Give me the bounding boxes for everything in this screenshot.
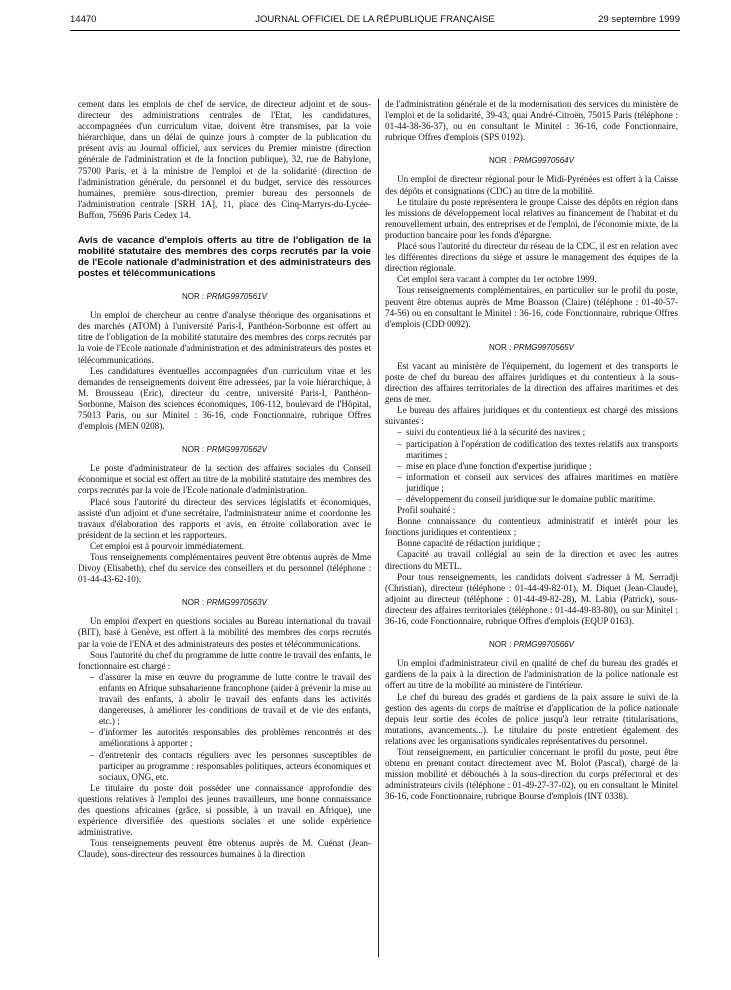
nor-reference: NOR : PRMG9970562V — [182, 445, 267, 455]
journal-title: JOURNAL OFFICIEL DE LA RÉPUBLIQUE FRANÇAISE — [255, 14, 495, 25]
page-number: 14470 — [70, 14, 97, 25]
paragraph: Le bureau des affaires juridiques et du contentieux est chargé des missions suivantes : — [385, 405, 678, 427]
paragraph: Tous renseignements complémentaires, en particulier sur le profil du poste, peuvent être obtenus auprès de Mme Boasson (Claire) (téléphone : 01-40-57-74-56) ou en consultant le Minitel : 36-16, code Fonctionnaire, rubrique Offres d'emplois (CDD 0092). — [385, 285, 678, 329]
paragraph: Tout renseignement, en particulier concernant le profil du poste, peut être obtenu en prenant contact directement avec M. Bolot (Pascal), chargé de la mission mobilité et débouchés à la sous-direction du corps préfectoral et des administrateurs civils (téléphone : 01-49-27-37-02), ou en consultant le Minitel 36-16, code Fonctionnaire, rubrique Bourse d'emplois (INT 0338). — [385, 746, 678, 802]
paragraph: Un emploi de directeur régional pour le Midi-Pyrénées est offert à la Caisse des dépôts et consignations (CDC) au titre de la mobilité. — [385, 174, 678, 196]
list-item: – suivi du contentieux lié à la sécurité des navires ; — [397, 427, 678, 438]
list-item: – participation à l'opération de codification des textes relatifs aux transports maritimes ; — [397, 439, 678, 461]
paragraph: Placé sous l'autorité du directeur des services législatifs et économiques, assisté d'un adjoint et d'une secrétaire, l'administrateur anime et coordonne les travaux d'élaboration des rapports et avis, en étroite collaboration avec le président de la section et les rapporteurs. — [78, 496, 371, 540]
column-separator — [378, 99, 379, 957]
paragraph: Cet emploi est à pourvoir immédiatement. — [90, 540, 245, 551]
paragraph: Capacité au travail collégial au sein de la direction et avec les autres directions du METL. — [385, 549, 678, 571]
paragraph: Le titulaire du poste doit posséder une connaissance approfondie des questions relatives à l'emploi des jeunes travailleurs, une bonne connaissance des questions africaines (grâce, si possible, à un travail en Afrique), une expérience diversifiée des questions sociales et une solide expérience administrative. — [78, 782, 371, 838]
avis-title: Avis de vacance d'emplois offerts au titre de l'obligation de la mobilité statutaire des membres des corps recrutés par la voie de l'Ecole nationale d'administration et des administrateurs des postes et télécommunications — [78, 235, 371, 280]
paragraph: Un emploi d'administrateur civil en qualité de chef du bureau des gradés et gardiens de la paix à la direction de l'administration de la police nationale est offert au titre de la mobilité au ministère de l'intérieur. — [385, 658, 678, 691]
header-rule — [70, 30, 680, 31]
paragraph: Un emploi d'expert en questions sociales au Bureau international du travail (BIT), basé à Genève, est offert à la mobilité des membres des corps recrutés par la voie de l'ENA et des administrateurs des postes et télécommunications. — [78, 616, 371, 649]
paragraph: Le chef du bureau des gradés et gardiens de la paix assure le suivi de la gestion des agents du corps de maîtrise et d'application de la police nationale depuis leur sortie des écoles de police jusqu'à leur retraite (titularisations, mutations, avancements...). Le titulaire du poste entretient également des relations avec les organisations syndicales représentatives du personnel. — [385, 691, 678, 746]
missions-list — [385, 427, 678, 505]
page-header — [70, 14, 680, 28]
paragraph: Placé sous l'autorité du directeur du réseau de la CDC, il est en relation avec les différentes directions du siège et assure le management des équipes de la direction régionale. — [385, 241, 678, 274]
nor-reference: NOR : PRMG9970561V — [182, 292, 267, 302]
paragraph: de l'administration générale et de la modernisation des services du ministère de l'emploi et de la solidarité, 39-43, quai André-Citroën, 75015 Paris (téléphone : 01-44-38-36-37), ou en consultant le Minitel : 36-16, code Fonctionnaire, rubrique Offres d'emplois (SPS 0192). — [385, 99, 678, 143]
list-item: – d'assurer la mise en œuvre du programme de lutte contre le travail des enfants en Afrique subsaharienne francophone (aider à prévenir la mise au travail des enfants, à abolir le travail des enfants dans les activités dangereuses, à améliorer les conditions de travail et de vie des enfants, etc.) ; — [90, 672, 371, 727]
list-item: – mise en place d'une fonction d'expertise juridique ; — [397, 461, 678, 472]
duties-list — [78, 672, 371, 783]
paragraph: Le poste d'administrateur de la section des affaires sociales du Conseil économique et social est offert au titre de la mobilité statutaire des membres des corps recrutés par la voie de l'Ecole nationale d'administration. — [78, 463, 371, 496]
paragraph: Un emploi de chercheur au centre d'analyse théorique des organisations et des marchés (ATOM) à l'université Paris-I, Panthéon-Sorbonne est offert au titre de l'obligation de la mobilité statutaire des membres des corps recrutés par la voie de l'Ecole nationale d'administration et des administrateurs des postes et télécommunications. — [78, 310, 371, 365]
paragraph: Cet emploi sera vacant à compter du 1er octobre 1999. — [397, 274, 597, 285]
list-item: – d'entretenir des contacts réguliers avec les personnes susceptibles de participer au programme : responsables politiques, acteurs économiques et sociaux, ONG, etc. — [90, 750, 371, 783]
paragraph: Bonne capacité de rédaction juridique ; — [397, 538, 541, 549]
paragraph: Pour tous renseignements, les candidats doivent s'adresser à M. Serradji (Christian), directeur (téléphone : 01-44-49-82-01), M. Diquet (Jean-Claude), adjoint au directeur (téléphone : 01-44-49-82-28), M. Labia (Patrick), sous-directeur des affaires territoriales (téléphone : 01-44-49-83-80), ou sur Minitel : 36-16, code Fonctionnaire, rubrique Offres d'emplois (EQUP 0163). — [385, 571, 678, 627]
paragraph: Tous renseignements complémentaires peuvent être obtenus auprès de Mme Divoy (Elisabeth), chef du service des conseillers et du personnel (téléphone : 01-44-43-62-10). — [78, 552, 371, 585]
paragraph: Bonne connaissance du contentieux administratif et intérêt pour les fonctions juridiques et contentieux ; — [385, 516, 678, 538]
list-item: – information et conseil aux services des affaires maritimes en matière juridique ; — [397, 472, 678, 494]
left-column — [78, 99, 371, 860]
nor-reference: NOR : PRMG9970565V — [489, 342, 574, 352]
right-column — [385, 99, 678, 802]
intro-paragraph: cement dans les emplois de chef de service, de directeur adjoint et de sous-directeur des administrations centrales de l'Etat, les candidatures, accompagnées d'un curriculum vitae, doivent être transmises, par la voie hiérarchique, dans un délai de quinze jours à compter de la publication du présent avis au Journal officiel, aux services du Premier ministre (direction générale de l'administration et de la fonction publique), 32, rue de Babylone, 75700 Paris, et à la ministre de l'emploi et de la solidarité (direction de l'administration générale, du personnel et du budget, service des ressources humaines, première sous-direction, premier bureau des personnels de l'administration centrale [SRH 1A], 11, place des Cinq-Martyrs-du-Lycée-Buffon, 75696 Paris Cedex 14. — [78, 99, 371, 220]
nor-reference: NOR : PRMG9970564V — [489, 156, 574, 166]
nor-reference: NOR : PRMG9970563V — [182, 598, 267, 608]
paragraph: Sous l'autorité du chef du programme de lutte contre le travail des enfants, le fonctionnaire est chargé : — [78, 649, 371, 671]
issue-date: 29 septembre 1999 — [598, 14, 680, 25]
list-item: – d'informer les autorités responsables des problèmes rencontrés et des améliorations à apporter ; — [90, 727, 371, 749]
paragraph: Tous renseignements peuvent être obtenus auprès de M. Cuénat (Jean-Claude), sous-directeur des ressources humaines à la direction — [78, 838, 371, 860]
paragraph: Le titulaire du poste représentera le groupe Caisse des dépôts en région dans les missions de développement local relatives au financement de l'habitat et du renouvellement urbain, des entreprises et de l'emploi, de l'économie mixte, de la production bancaire pour les fonds d'épargne. — [385, 196, 678, 240]
list-item: – développement du conseil juridique sur le domaine public maritime. — [397, 494, 678, 505]
paragraph: Est vacant au ministère de l'équipement, du logement et des transports le poste de chef du bureau des affaires juridiques et du contentieux à la sous-direction des affaires territoriales de la direction des affaires maritimes et des gens de mer. — [385, 360, 678, 405]
paragraph: Les candidatures éventuelles accompagnées d'un curriculum vitae et les demandes de renseignements doivent être adressées, par la voie hiérarchique, à M. Brousseau (Eric), directeur du centre, université Paris-I, Panthéon-Sorbonne, Maison des sciences économiques, 106-112, boulevard de l'Hôpital, 75013 Paris, ou sur Minitel : 36-16, code Fonctionnaire, rubrique Offres d'emplois (MEN 0208). — [78, 365, 371, 432]
paragraph: Profil souhaité : — [397, 505, 456, 516]
nor-reference: NOR : PRMG9970566V — [489, 640, 574, 650]
